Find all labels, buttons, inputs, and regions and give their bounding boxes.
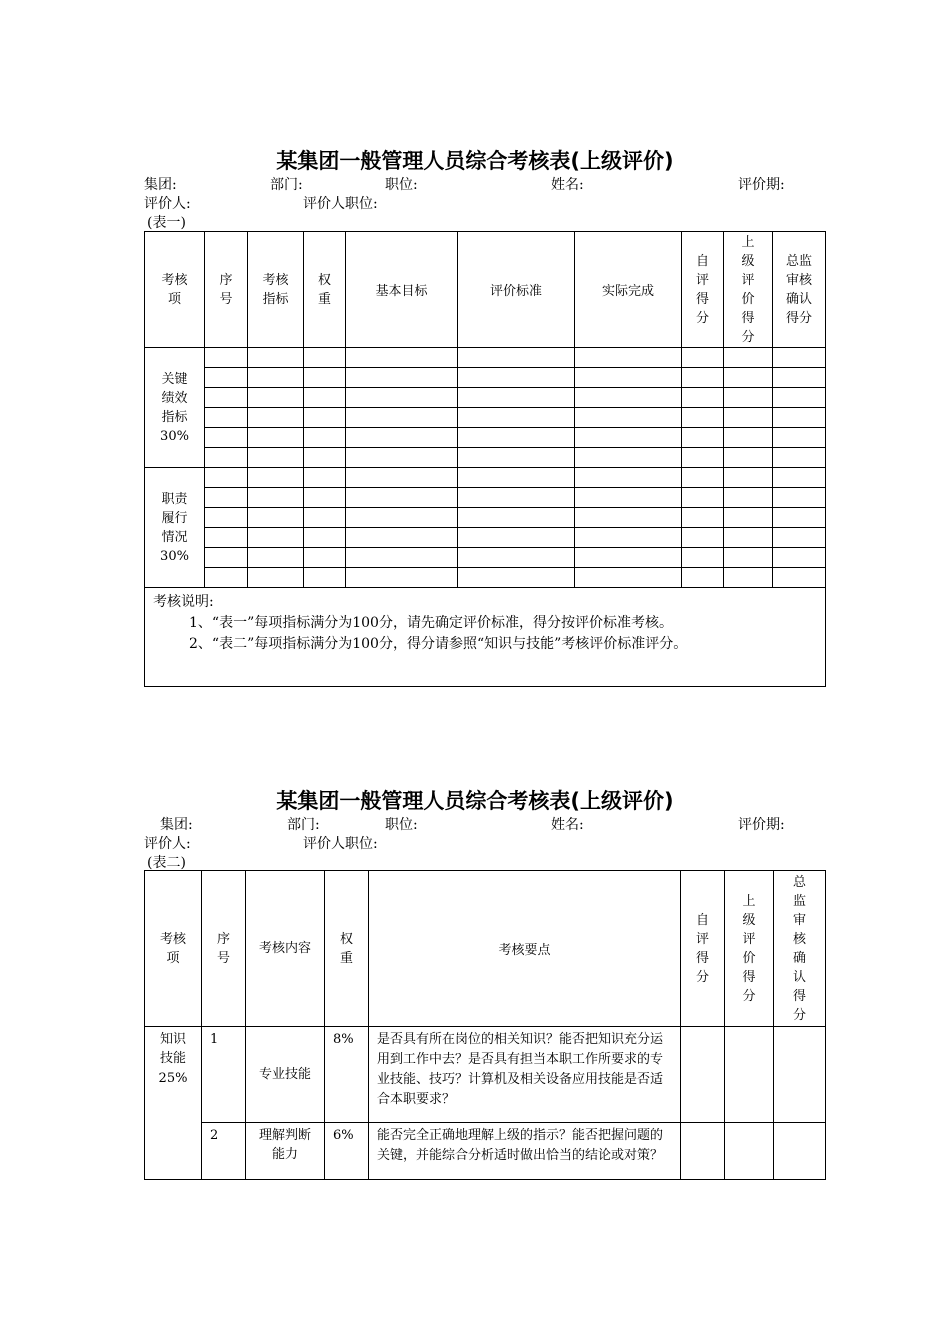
cell[interactable]: [346, 388, 458, 408]
header-points: 考核要点: [369, 871, 681, 1027]
director-score-cell[interactable]: [774, 1027, 826, 1123]
header-actual: 实际完成: [575, 232, 682, 348]
cell[interactable]: [724, 408, 773, 428]
cell[interactable]: [773, 388, 826, 408]
cell[interactable]: [248, 508, 304, 528]
evaluator-label-2: 评价人:: [144, 836, 191, 852]
cell[interactable]: [346, 428, 458, 448]
cell[interactable]: [205, 528, 248, 548]
cell[interactable]: [304, 348, 346, 368]
cell[interactable]: [346, 568, 458, 588]
section-knowledge: 知识技能 25%: [145, 1027, 202, 1180]
header-weight: 权重: [325, 871, 369, 1027]
table-row: [145, 428, 826, 448]
cell[interactable]: [682, 488, 724, 508]
group-label: 集团:: [144, 177, 177, 193]
row-no: 2: [202, 1123, 246, 1180]
header-item: 考核项: [145, 871, 202, 1027]
cell[interactable]: [304, 488, 346, 508]
note-line-2: 2、“表二”每项指标满分为100分，得分请参照“知识与技能”考核评价标准评分。: [189, 636, 688, 652]
cell[interactable]: [575, 348, 682, 368]
cell[interactable]: [205, 508, 248, 528]
cell[interactable]: [248, 408, 304, 428]
cell[interactable]: [724, 368, 773, 388]
cell[interactable]: [575, 448, 682, 468]
cell[interactable]: [724, 568, 773, 588]
cell[interactable]: [724, 548, 773, 568]
table-row: [145, 388, 826, 408]
cell[interactable]: [458, 508, 575, 528]
cell[interactable]: [248, 468, 304, 488]
cell[interactable]: [205, 388, 248, 408]
table2-label: (表二): [147, 855, 186, 871]
cell[interactable]: [724, 348, 773, 368]
header-no: 序号: [205, 232, 248, 348]
table1-label: (表一): [147, 215, 186, 231]
cell[interactable]: [248, 368, 304, 388]
cell[interactable]: [773, 548, 826, 568]
cell[interactable]: [458, 568, 575, 588]
cell[interactable]: [304, 508, 346, 528]
cell[interactable]: [205, 348, 248, 368]
cell[interactable]: [205, 488, 248, 508]
position-label-2: 职位:: [385, 817, 418, 833]
cell[interactable]: [682, 428, 724, 448]
assessment-table-1: [144, 231, 826, 687]
header-criteria: 评价标准: [458, 232, 575, 348]
cell[interactable]: [575, 428, 682, 448]
cell[interactable]: [724, 388, 773, 408]
cell[interactable]: [458, 468, 575, 488]
header-item: 考核项: [145, 232, 205, 348]
name-label-2: 姓名:: [551, 817, 584, 833]
assessment-table-2: [144, 870, 826, 1180]
cell[interactable]: [458, 488, 575, 508]
cell[interactable]: [773, 428, 826, 448]
header-content: 考核内容: [246, 871, 325, 1027]
form-title-1: 某集团一般管理人员综合考核表(上级评价): [276, 149, 674, 173]
cell[interactable]: [304, 368, 346, 388]
cell[interactable]: [304, 568, 346, 588]
cell[interactable]: [248, 348, 304, 368]
position-label: 职位:: [385, 177, 418, 193]
cell[interactable]: [575, 488, 682, 508]
header-weight: 权重: [304, 232, 346, 348]
cell[interactable]: [724, 448, 773, 468]
cell[interactable]: [575, 468, 682, 488]
header-superior-score: 上级评价得分: [725, 871, 774, 1027]
cell[interactable]: [346, 548, 458, 568]
cell[interactable]: [346, 368, 458, 388]
cell[interactable]: [458, 348, 575, 368]
cell[interactable]: [248, 548, 304, 568]
cell[interactable]: [773, 488, 826, 508]
cell[interactable]: [773, 528, 826, 548]
cell[interactable]: [724, 488, 773, 508]
notes-heading: 考核说明:: [153, 594, 214, 610]
dept-label: 部门:: [270, 177, 303, 193]
assessment-notes: [145, 588, 826, 687]
header-director-score: 总监审核确认得分: [774, 871, 826, 1027]
evaluator-label: 评价人:: [144, 196, 191, 212]
period-label: 评价期:: [738, 177, 785, 193]
cell[interactable]: [682, 528, 724, 548]
table-row: [145, 488, 826, 508]
table-row: [145, 508, 826, 528]
superior-score-cell[interactable]: [725, 1123, 774, 1180]
cell[interactable]: [724, 508, 773, 528]
cell[interactable]: [724, 428, 773, 448]
header-no: 序号: [202, 871, 246, 1027]
header-self-score: 自评得分: [681, 871, 725, 1027]
cell[interactable]: [575, 528, 682, 548]
cell[interactable]: [458, 408, 575, 428]
row-points: 能否完全正确地理解上级的指示？能否把握问题的关键，并能综合分析适时做出恰当的结论或对策？: [369, 1123, 681, 1180]
cell[interactable]: [248, 388, 304, 408]
section-kpi: 关键绩效指标 30%: [145, 348, 205, 468]
cell[interactable]: [304, 388, 346, 408]
cell[interactable]: [682, 448, 724, 468]
self-score-cell[interactable]: [681, 1123, 725, 1180]
cell[interactable]: [773, 448, 826, 468]
table-row: [145, 528, 826, 548]
cell[interactable]: [773, 568, 826, 588]
table-row: [145, 348, 826, 368]
cell[interactable]: [682, 548, 724, 568]
cell[interactable]: [575, 408, 682, 428]
cell[interactable]: [346, 348, 458, 368]
row-no: 1: [202, 1027, 246, 1123]
table-row: [145, 408, 826, 428]
row-weight: 8%: [325, 1027, 369, 1123]
header-superior-score: 上级评价得分: [724, 232, 773, 348]
cell[interactable]: [575, 388, 682, 408]
table-row: [145, 1027, 826, 1123]
cell[interactable]: [458, 528, 575, 548]
table2-header-row: [145, 871, 826, 1027]
table-row: [145, 368, 826, 388]
cell[interactable]: [682, 408, 724, 428]
cell[interactable]: [205, 408, 248, 428]
row-content: 专业技能: [246, 1027, 325, 1123]
cell[interactable]: [205, 368, 248, 388]
cell[interactable]: [346, 528, 458, 548]
cell[interactable]: [458, 448, 575, 468]
cell[interactable]: [773, 408, 826, 428]
cell[interactable]: [773, 348, 826, 368]
cell[interactable]: [304, 548, 346, 568]
cell[interactable]: [773, 368, 826, 388]
cell[interactable]: [458, 548, 575, 568]
table-row: [145, 1123, 826, 1180]
cell[interactable]: [682, 508, 724, 528]
superior-score-cell[interactable]: [725, 1027, 774, 1123]
cell[interactable]: [458, 428, 575, 448]
director-score-cell[interactable]: [774, 1123, 826, 1180]
cell[interactable]: [346, 468, 458, 488]
cell[interactable]: [575, 548, 682, 568]
cell[interactable]: [773, 468, 826, 488]
cell[interactable]: [205, 468, 248, 488]
header-indicator: 考核指标: [248, 232, 304, 348]
cell[interactable]: [458, 368, 575, 388]
period-label-2: 评价期:: [738, 817, 785, 833]
cell[interactable]: [724, 468, 773, 488]
cell[interactable]: [205, 548, 248, 568]
row-points: 是否具有所在岗位的相关知识？能否把知识充分运用到工作中去？是否具有担当本职工作所要求的专业技能、技巧？计算机及相关设备应用技能是否适合本职要求？: [369, 1027, 681, 1123]
cell[interactable]: [575, 508, 682, 528]
evaluator-position-label: 评价人职位:: [303, 196, 378, 212]
cell[interactable]: [248, 488, 304, 508]
cell[interactable]: [304, 448, 346, 468]
cell[interactable]: [458, 388, 575, 408]
cell[interactable]: [773, 508, 826, 528]
cell[interactable]: [304, 528, 346, 548]
form-title-2: 某集团一般管理人员综合考核表(上级评价): [276, 789, 674, 813]
cell[interactable]: [682, 568, 724, 588]
name-label: 姓名:: [551, 177, 584, 193]
cell[interactable]: [205, 428, 248, 448]
table-row: [145, 448, 826, 468]
table-row: [145, 568, 826, 588]
cell[interactable]: [346, 508, 458, 528]
table-row: [145, 468, 826, 488]
header-director-score: 总监审核确认得分: [773, 232, 826, 348]
section-duty: 职责履行情况 30%: [145, 468, 205, 588]
cell[interactable]: [682, 468, 724, 488]
cell[interactable]: [575, 568, 682, 588]
cell[interactable]: [682, 368, 724, 388]
row-weight: 6%: [325, 1123, 369, 1180]
row-content: 理解判断能力: [246, 1123, 325, 1180]
evaluator-position-label-2: 评价人职位:: [303, 836, 378, 852]
table-row: [145, 548, 826, 568]
cell[interactable]: [248, 528, 304, 548]
cell[interactable]: [304, 468, 346, 488]
cell[interactable]: [575, 368, 682, 388]
header-self-score: 自评得分: [682, 232, 724, 348]
cell[interactable]: [248, 448, 304, 468]
cell[interactable]: [304, 408, 346, 428]
cell[interactable]: [304, 428, 346, 448]
cell[interactable]: [346, 448, 458, 468]
cell[interactable]: [205, 448, 248, 468]
cell[interactable]: [682, 388, 724, 408]
table1-header-row: [145, 232, 826, 348]
cell[interactable]: [682, 348, 724, 368]
cell[interactable]: [248, 568, 304, 588]
dept-label-2: 部门:: [287, 817, 320, 833]
cell[interactable]: [346, 408, 458, 428]
note-line-1: 1、“表一”每项指标满分为100分，请先确定评价标准，得分按评价标准考核。: [189, 615, 673, 631]
self-score-cell[interactable]: [681, 1027, 725, 1123]
notes-row: [145, 588, 826, 687]
cell[interactable]: [346, 488, 458, 508]
cell[interactable]: [724, 528, 773, 548]
header-basic-goal: 基本目标: [346, 232, 458, 348]
cell[interactable]: [248, 428, 304, 448]
group-label-2: 集团:: [160, 817, 193, 833]
cell[interactable]: [205, 568, 248, 588]
